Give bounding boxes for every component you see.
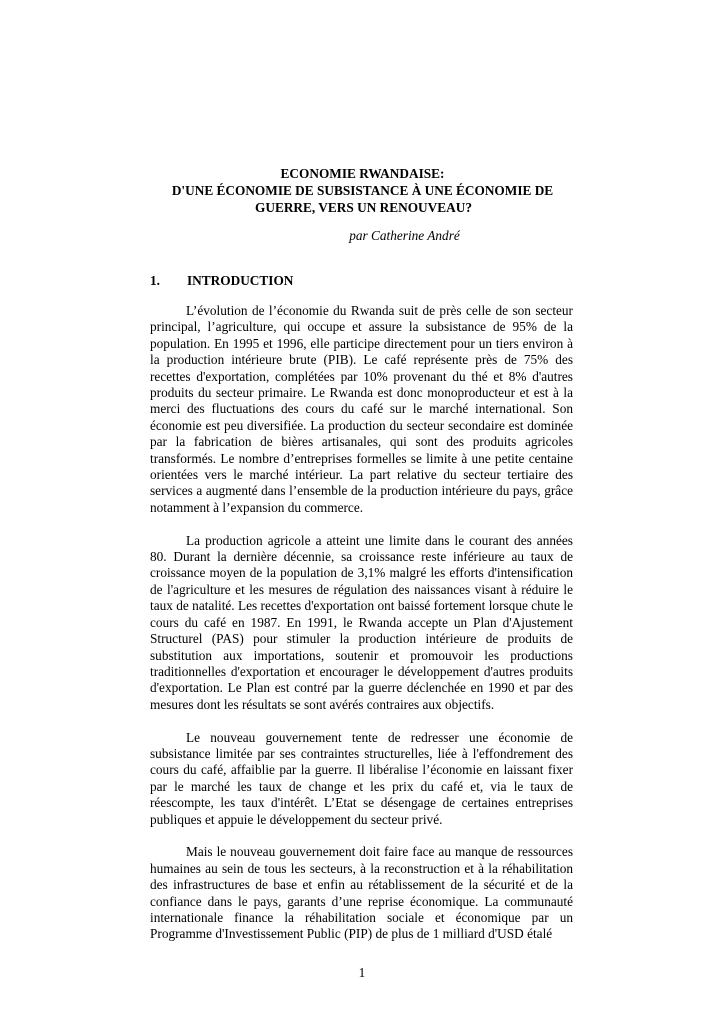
paragraph: L’évolution de l’économie du Rwanda suit de près celle de son secteur principal, l’agriculture, qui occupe et assure la subsistance de 95% de la population. En 1995 et 1996, elle participe directement pour un tiers environ à la production intérieure brute (PIB). Le café représente près de 75% des recettes d'exportation, complétées par 10% provenant du thé et 8% d'autres produits du secteur primaire. Le Rwanda est donc monoproducteur et est à la merci des fluctuations des cours du café sur le marché international. Son économie est peu diversifiée. La production du secteur secondaire est dominée par la fabrication de bières artisanales, qui sont des produits agricoles transformés. Le nombre d’entreprises formelles se limite à une petite centaine orientées vers le marché intérieur. La part relative du secteur tertiaire des services a augmenté dans l’ensemble de la production intérieure du pays, grâce notamment à l’expansion du commerce. xyxy=(150,303,573,515)
title-line-1: ECONOMIE RWANDAISE: xyxy=(280,166,445,181)
section-heading xyxy=(150,272,293,289)
document-title xyxy=(150,165,575,216)
section-number: 1. xyxy=(150,273,160,288)
page-number: 1 xyxy=(358,965,366,980)
paragraph: La production agricole a atteint une limite dans le courant des années 80. Durant la dernière décennie, sa croissance reste inférieure au taux de croissance moyen de la population de 3,1% malgré les efforts d'intensification de l'agriculture et les mesures de régulation des naissances visant à réduire le taux de natalité. Les recettes d'exportation ont baissé fortement lorsque chute le cours du café en 1987. En 1991, le Rwanda accepte un Plan d'Ajustement Structurel (PAS) pour stimuler la production intérieure de produits de substitution aux importations, soutenir et promouvoir les productions traditionnelles d'exportation et encourager le développement d'autres produits d'exportation. Le Plan est contré par la guerre déclenchée en 1990 et par des mesures dont les résultats se sont avérés contraires aux objectifs. xyxy=(150,532,573,712)
body-text xyxy=(150,303,573,959)
author-byline: par Catherine André xyxy=(349,228,460,243)
title-line-3: GUERRE, VERS UN RENOUVEAU? xyxy=(255,200,472,215)
paragraph: Mais le nouveau gouvernement doit faire face au manque de ressources humaines au sein de tous les secteurs, à la reconstruction et à la réhabilitation des infrastructures de base et enfin au rétablissement de la sécurité et de la confiance dans le pays, garants d’une reprise économique. La communauté internationale finance la réhabilitation sociale et économique par un Programme d'Investissement Public (PIP) de plus de 1 milliard d'USD étalé xyxy=(150,844,573,942)
section-title: INTRODUCTION xyxy=(187,273,294,288)
paragraph: Le nouveau gouvernement tente de redresser une économie de subsistance limitée par ses contraintes structurelles, liée à l'effondrement des cours du café, affaiblie par la guerre. Il libéralise l’économie en laissant fixer par le marché les taux de change et les prix du café et, via le taux de réescompte, les taux d'intérêt. L’Etat se désengage de certaines entreprises publiques et appuie le développement du secteur privé. xyxy=(150,729,573,827)
title-line-2: D'UNE ÉCONOMIE DE SUBSISTANCE À UNE ÉCONOMIE DE xyxy=(171,183,554,198)
